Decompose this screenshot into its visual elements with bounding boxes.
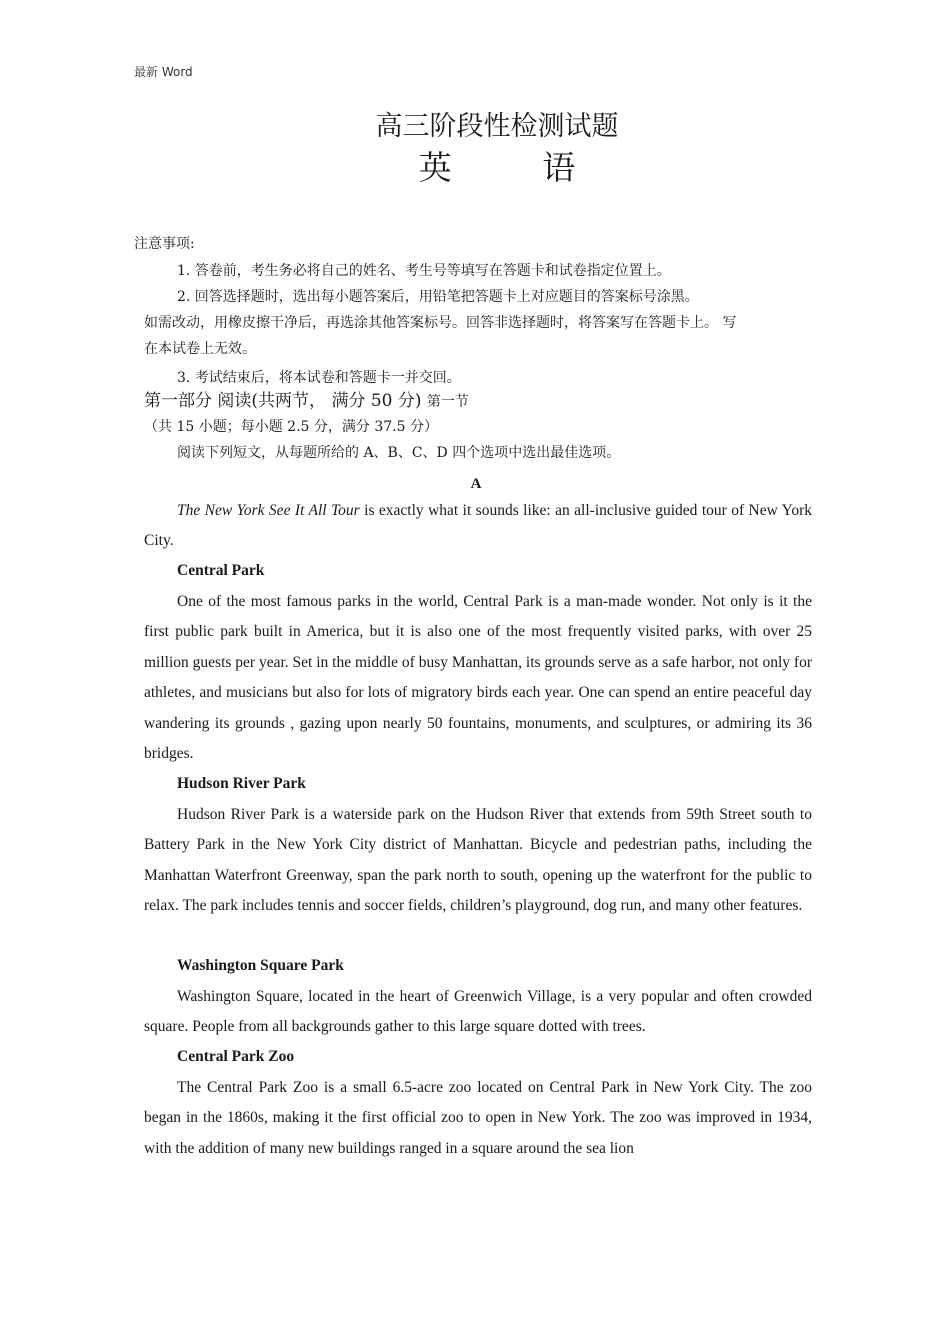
reading-instruction: 阅读下列短文，从每题所给的 A、B、C、D 四个选项中选出最佳选项。 (177, 445, 621, 461)
section-heading: Central Park Zoo (177, 1048, 295, 1065)
section-heading: Hudson River Park (177, 775, 306, 792)
section-paragraph: One of the most famous parks in the world, Central Park is a man-made wonder. Not only is it the first public park built in America, but it is also one of the most frequently visited parks, with over 25 million guests per year. Set in the middle of busy Manhattan, its grounds serve as a safe harbor, not only for athletes, and musicians but also for lots of migratory birds each year. One can spend an entire peaceful day wandering its grounds , gazing upon nearly 50 fountains, monuments, and sculptures, or admiring its 36 bridges. (144, 593, 812, 763)
section-heading: Central Park (177, 562, 265, 579)
scoring-note: （共 15 小题；每小题 2.5 分，满分 37.5 分） (144, 419, 438, 435)
section-label: 第一节 (426, 394, 469, 410)
notice-item-1: 1. 答卷前，考生务必将自己的姓名、考生号等填写在答题卡和试卷指定位置上。 (177, 263, 671, 279)
notice-item-2-line-2: 如需改动，用橡皮擦干净后，再选涂其他答案标号。回答非选择题时，将答案写在答题卡上。 写 (144, 315, 737, 331)
section-heading: Washington Square Park (177, 957, 344, 974)
tour-name: The New York See It All Tour (177, 502, 360, 519)
section-paragraph: The Central Park Zoo is a small 6.5-acre zoo located on Central Park in New York City. The zoo began in the 1860s, making it the first official zoo to open in New York. The zoo was improved in 1934, with the addition of many new buildings ranged in a square around the sea lion (144, 1079, 812, 1157)
section-paragraph: Washington Square, located in the heart of Greenwich Village, is a very popular and often crowded square. People from all backgrounds gather to this large square dotted with trees. (144, 988, 812, 1036)
part-heading (144, 386, 469, 411)
subject-title: 英 语 (418, 148, 616, 187)
header-tag: 最新 Word (134, 65, 193, 79)
part-title: 第一部分 阅读(共两节， 满分 50 分) (144, 391, 422, 411)
intro-text: is exactly what it sounds like: an all-inclusive guided tour of New York City. (144, 502, 812, 550)
notice-item-2-line-3: 在本试卷上无效。 (144, 341, 256, 357)
exam-title: 高三阶段性检测试题 (375, 111, 619, 142)
section-paragraph: Hudson River Park is a waterside park on the Hudson River that extends from 59th Street south to Battery Park in the New York City district of Manhattan. Bicycle and pedestrian paths, including the Manhattan Waterfront Greenway, span the park north to south, opening up the waterfront for the public to relax. The park includes tennis and soccer fields, children’s playground, dog run, and many other features. (144, 806, 812, 915)
passage-intro (144, 496, 812, 557)
passage-label: A (470, 476, 482, 492)
notice-heading: 注意事项: (134, 236, 195, 252)
notice-item-3: 3. 考试结束后，将本试卷和答题卡一并交回。 (177, 370, 461, 386)
notice-item-2: 2. 回答选择题时，选出每小题答案后，用铅笔把答题卡上对应题目的答案标号涂黑。 (177, 289, 699, 305)
